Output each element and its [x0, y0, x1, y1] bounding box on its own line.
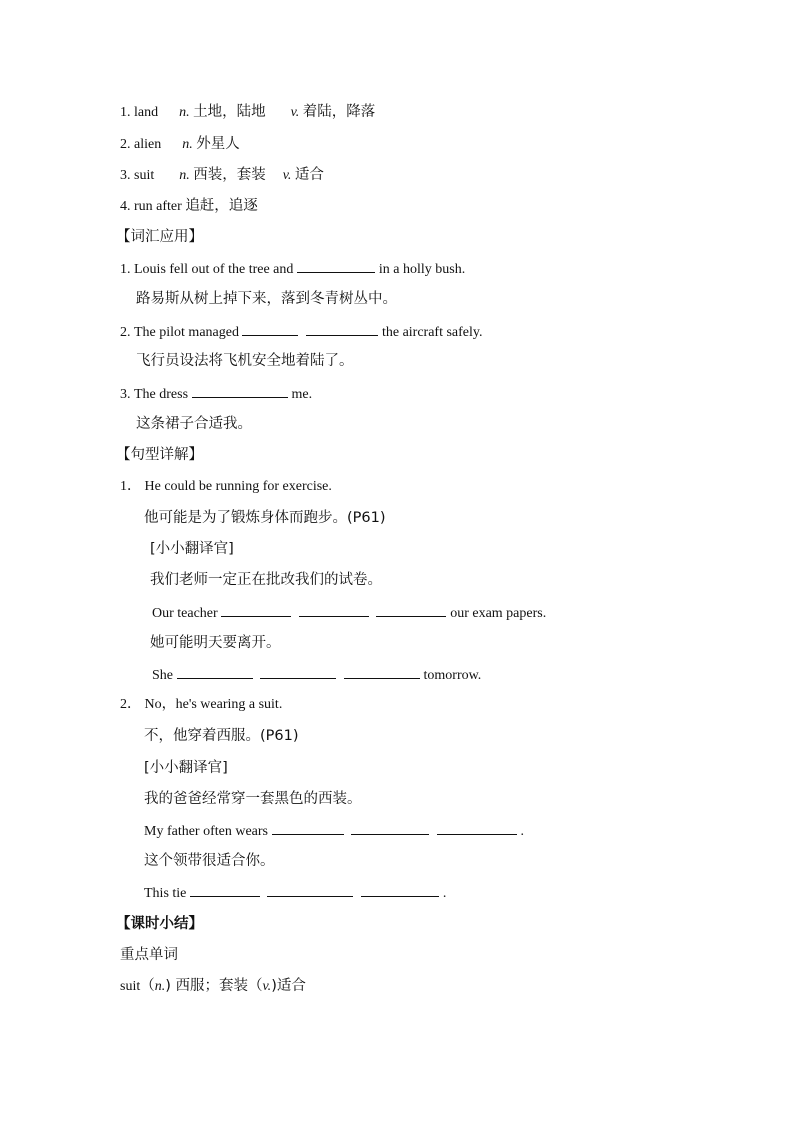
answer-blank[interactable] [221, 602, 291, 617]
vocab-word: land [134, 105, 159, 120]
translate-exercise: Our teacher our exam papers. [152, 602, 546, 624]
vocab-item-alien [120, 134, 240, 155]
exercise-question: 2. The pilot managed the aircraft safely. [120, 321, 483, 343]
section-heading-summary: 【课时小结】 [116, 916, 203, 932]
translate-prompt: 她可能明天要离开。 [150, 635, 281, 651]
vocab-definition: 西装，套装 [193, 167, 266, 183]
vocab-number: 3. [120, 168, 131, 183]
translate-exercise: She tomorrow. [152, 664, 481, 686]
section-heading-sentence: 【句型详解】 [116, 447, 203, 463]
vocab-number: 2. [120, 137, 131, 152]
answer-blank[interactable] [267, 882, 353, 897]
vocab-definition: 土地，陆地 [193, 104, 266, 120]
summary-word: suit（n.) 西服；套装（v.)适合 [120, 978, 306, 994]
vocab-word: alien [134, 137, 162, 152]
vocab-pos: v. [282, 168, 292, 183]
sentence-pattern: 2． No，he's wearing a suit. [120, 697, 283, 712]
vocab-definition: 着陆，降落 [302, 104, 376, 120]
summary-subheading: 重点单词 [120, 947, 178, 963]
translate-prompt: 这个领带很适合你。 [144, 853, 275, 869]
translate-exercise: My father often wears . [144, 820, 524, 842]
exercise-question: 1. Louis fell out of the tree and in a holly bush. [120, 258, 465, 280]
answer-blank[interactable] [299, 602, 369, 617]
translator-tag: [小小翻译官] [150, 541, 234, 557]
section-heading-word-usage: 【词汇应用】 [116, 229, 203, 245]
translate-prompt: 我的爸爸经常穿一套黑色的西装。 [144, 791, 362, 807]
vocab-definition: 适合 [294, 167, 324, 183]
translate-exercise: This tie . [144, 882, 446, 904]
vocab-item-run-after [120, 196, 258, 217]
answer-blank[interactable] [260, 664, 336, 679]
vocab-word: suit [134, 168, 155, 183]
answer-blank[interactable] [351, 820, 429, 835]
translate-prompt: 我们老师一定正在批改我们的试卷。 [150, 572, 382, 588]
vocab-item-land [120, 102, 375, 123]
answer-blank[interactable] [361, 882, 439, 897]
sentence-translation: 不，他穿着西服。(P61) [144, 728, 299, 744]
answer-blank[interactable] [437, 820, 517, 835]
vocab-number: 1. [120, 105, 131, 120]
answer-blank[interactable] [242, 321, 298, 336]
exercise-translation: 路易斯从树上掉下来，落到冬青树丛中。 [136, 291, 397, 307]
vocab-word: run after [134, 199, 182, 214]
vocab-pos: n. [179, 105, 190, 120]
exercise-translation: 飞行员设法将飞机安全地着陆了。 [136, 353, 354, 369]
vocab-pos: n. [179, 168, 190, 183]
answer-blank[interactable] [272, 820, 344, 835]
answer-blank[interactable] [306, 321, 378, 336]
answer-blank[interactable] [177, 664, 253, 679]
answer-blank[interactable] [297, 258, 375, 273]
answer-blank[interactable] [192, 383, 288, 398]
answer-blank[interactable] [190, 882, 260, 897]
sentence-pattern: 1． He could be running for exercise. [120, 479, 332, 494]
sentence-translation: 他可能是为了锻炼身体而跑步。(P61) [144, 510, 386, 526]
exercise-translation: 这条裙子合适我。 [136, 416, 252, 432]
vocab-pos: v. [290, 105, 300, 120]
vocab-number: 4. [120, 199, 131, 214]
answer-blank[interactable] [344, 664, 420, 679]
vocab-definition: 追赶，追逐 [185, 198, 258, 214]
answer-blank[interactable] [376, 602, 446, 617]
vocab-item-suit [120, 165, 324, 186]
translator-tag: [小小翻译官] [144, 760, 228, 776]
vocab-definition: 外星人 [196, 136, 240, 152]
vocab-pos: n. [182, 137, 193, 152]
exercise-question: 3. The dress me. [120, 383, 312, 405]
